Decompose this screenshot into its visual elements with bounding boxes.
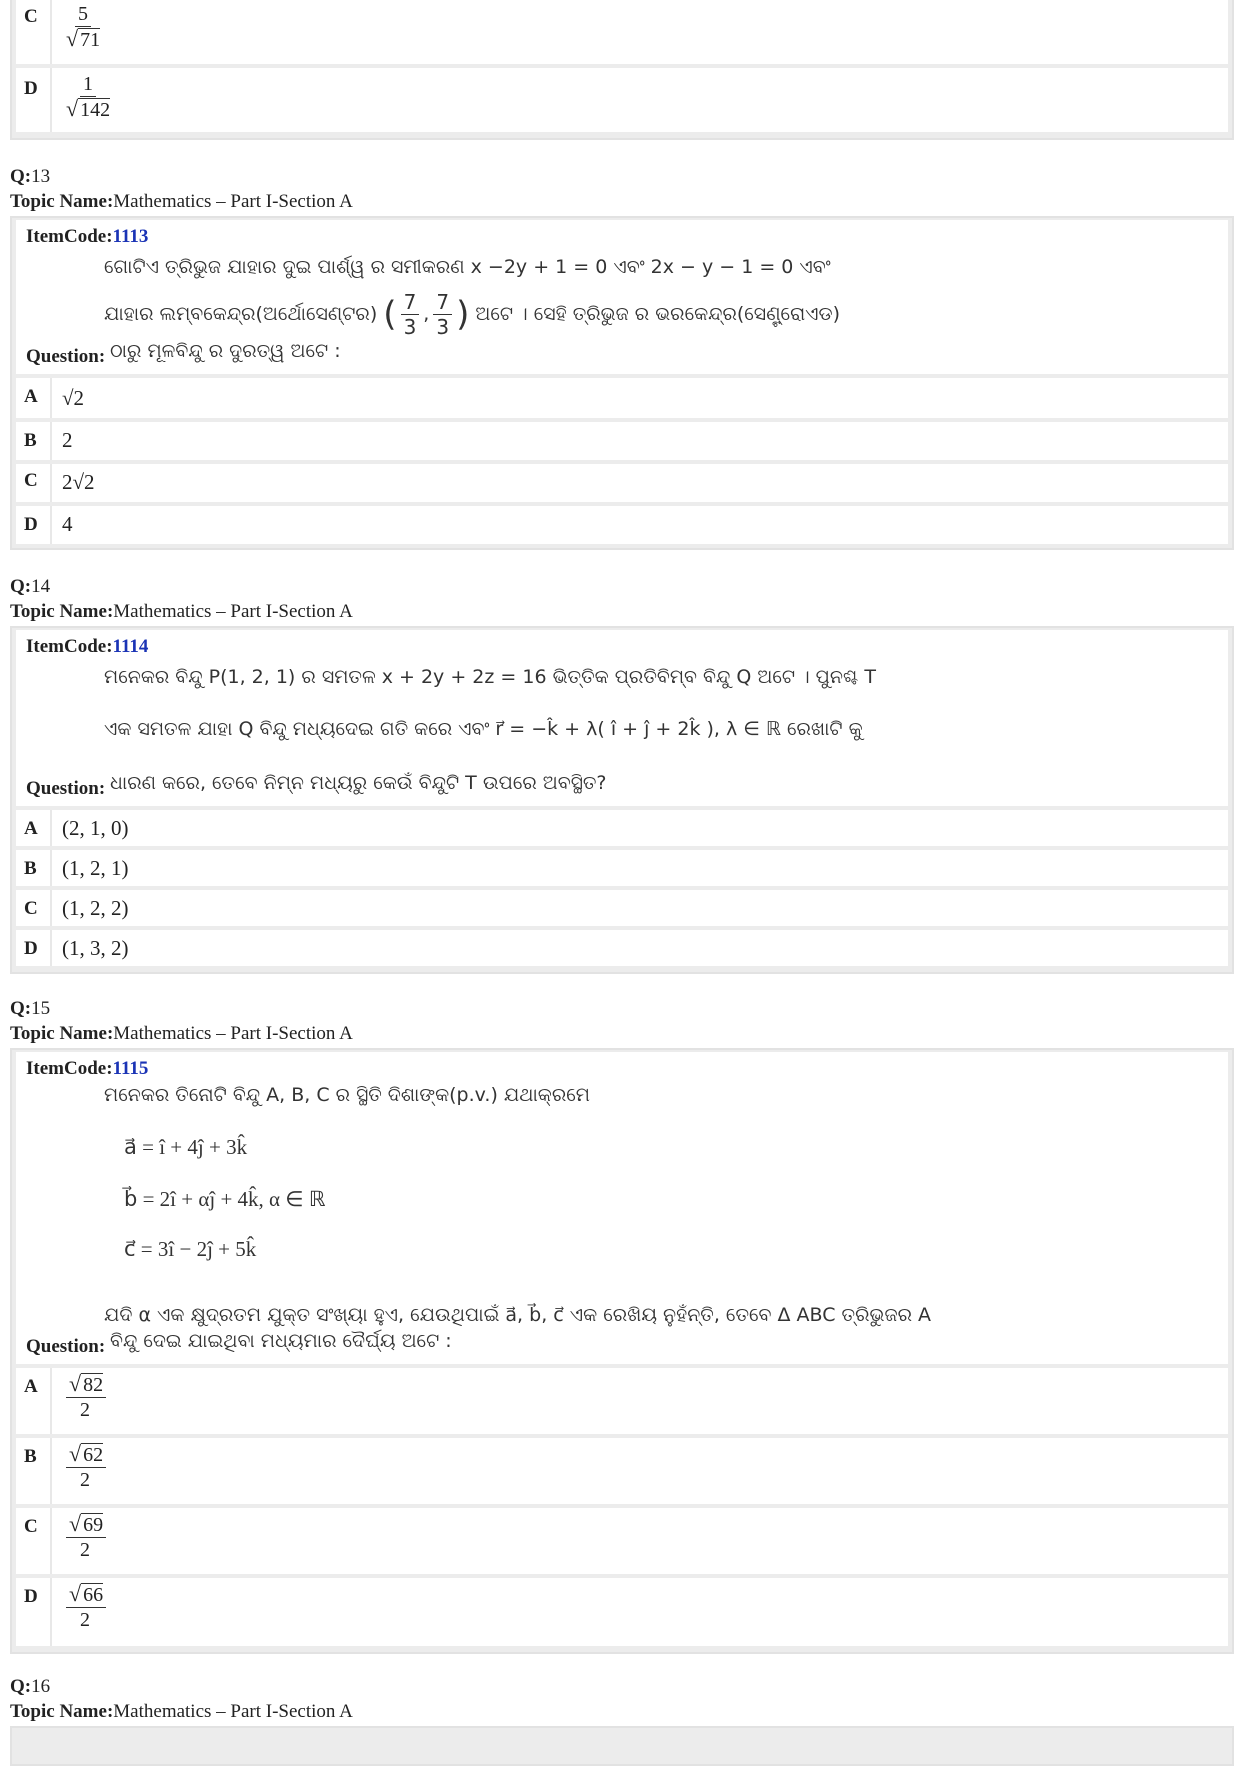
- question-number: Q:15: [10, 998, 51, 1019]
- question-box-15: [10, 1048, 1234, 1654]
- topic-name: Topic Name:Mathematics – Part I-Section A: [10, 601, 353, 622]
- question-stem: [16, 1052, 1228, 1364]
- topic-name: Topic Name:Mathematics – Part I-Section A: [10, 191, 353, 212]
- option-row-a[interactable]: A $\frac{√ 82}{2}$: [16, 1368, 1228, 1434]
- question-label: Question:: [26, 778, 106, 799]
- question-box-14: [10, 626, 1234, 974]
- vector-b-equation: b⃗ = 2î + αĵ + 4k̂, α ∈ ℝ: [124, 1187, 326, 1211]
- question-label: Question:: [26, 1336, 106, 1357]
- option-denominator-root: 71: [80, 29, 101, 51]
- option-value: 4: [50, 506, 73, 544]
- question-line: ଧାରଣ କରେ, ତେବେ ନିମ୍ନ ମଧ୍ୟରୁ କେଉଁ ବିନ୍ଦୁଟି T ଉପରେ ଅବସ୍ଥିତ?: [110, 772, 607, 794]
- question-stem: [16, 630, 1228, 806]
- question-number: Q:14: [10, 576, 51, 597]
- option-denominator: 2: [80, 1539, 90, 1561]
- option-value: 2: [50, 422, 73, 460]
- option-letter: C: [24, 6, 38, 27]
- option-value: 2√2: [50, 464, 95, 502]
- topic-name: Topic Name:Mathematics – Part I-Section A: [10, 1023, 353, 1044]
- option-value: (2, 1, 0): [50, 810, 129, 846]
- item-code: ItemCode:1113: [26, 226, 149, 247]
- question-box-13: [10, 216, 1234, 550]
- option-row-d[interactable]: D 4: [16, 506, 1228, 544]
- option-value: √2: [50, 378, 84, 418]
- option-value: (1, 2, 2): [50, 890, 129, 926]
- option-row-a[interactable]: A √2: [16, 378, 1228, 418]
- question-stem: [16, 220, 1228, 374]
- question-box-16: [10, 1726, 1234, 1766]
- option-row-c[interactable]: C 2√2: [16, 464, 1228, 502]
- option-row-d[interactable]: D $\frac{1}{√ 142}$: [16, 68, 1228, 132]
- question-line: ଯଦି α ଏକ କ୍ଷୁଦ୍ରତମ ଯୁକ୍ତ ସଂଖ୍ୟା ହୁଏ, ଯେଉଥିପାଇଁ a⃗, b⃗, c⃗ ଏକ ରେଖିୟ ନୁହଁନ୍ତି, ତେବେ Δ ABC ତ୍ରିଭୁଜର A: [104, 1304, 932, 1326]
- option-row-b[interactable]: B 2: [16, 422, 1228, 460]
- option-root: 62: [83, 1444, 104, 1466]
- prev-options-box: [10, 0, 1234, 140]
- option-value: (1, 3, 2): [50, 930, 129, 966]
- option-numerator: 5: [75, 2, 91, 27]
- question-label: Question:: [26, 346, 106, 367]
- item-code: ItemCode:1114: [26, 636, 149, 657]
- vector-a-equation: a⃗ = î + 4ĵ + 3k̂: [124, 1135, 248, 1159]
- vector-c-equation: c⃗ = 3î − 2ĵ + 5k̂: [124, 1237, 257, 1261]
- option-row-d[interactable]: D (1, 3, 2): [16, 930, 1228, 966]
- option-denominator: 2: [80, 1399, 90, 1421]
- question-line: ଏକ ସମତଳ ଯାହା Q ବିନ୍ଦୁ ମଧ୍ୟଦେଇ ଗତି କରେ ଏବଂ r⃗ = −k̂ + λ( î + ĵ + 2k̂ ), λ ∈ ℝ ରେଖାଟି କୁ: [104, 718, 863, 740]
- question-line: ଯାହାର ଲମ୍ବକେନ୍ଦ୍ର(ଅର୍ଥୋସେଣ୍ଟର) ( $\frac{7}{3}$ , $\frac{7}{3}$ ) ଅଟେ । ସେହି ତ୍ରିଭୁଜ ର ଭରକେନ୍ଦ୍ର(ସେଣ୍ଟ୍ରୋଏଡ): [104, 290, 841, 339]
- option-row-b[interactable]: B $\frac{√ 62}{2}$: [16, 1438, 1228, 1504]
- question-line: ଠାରୁ ମୂଳବିନ୍ଦୁ ର ଦୁରତ୍ୱ ଅଟେ :: [110, 340, 341, 362]
- topic-name: Topic Name:Mathematics – Part I-Section A: [10, 1701, 353, 1722]
- option-denominator: 2: [80, 1609, 90, 1631]
- option-row-b[interactable]: B (1, 2, 1): [16, 850, 1228, 886]
- option-root: 66: [83, 1584, 104, 1606]
- option-row-d[interactable]: D $\frac{√ 66}{2}$: [16, 1578, 1228, 1646]
- option-numerator: 1: [80, 72, 96, 97]
- question-line: ଗୋଟିଏ ତ୍ରିଭୁଜ ଯାହାର ଦୁଇ ପାର୍ଶ୍ୱ ର ସମୀକରଣ x −2y + 1 = 0 ଏବଂ 2x − y − 1 = 0 ଏବଂ: [104, 256, 831, 278]
- item-code: ItemCode:1115: [26, 1058, 149, 1079]
- option-row-c[interactable]: C (1, 2, 2): [16, 890, 1228, 926]
- question-line: ମନେକର ବିନ୍ଦୁ P(1, 2, 1) ର ସମତଳ x + 2y + 2z = 16 ଭିତ୍ତିକ ପ୍ରତିବିମ୍ବ ବିନ୍ଦୁ Q ଅଟେ । ପୁନଶ୍ଚ T: [104, 666, 876, 688]
- option-denominator-root: 142: [80, 99, 111, 121]
- option-value: (1, 2, 1): [50, 850, 129, 886]
- question-line: ବିନ୍ଦୁ ଦେଇ ଯାଇଥିବା ମଧ୍ୟମାର ଦୈର୍ଘ୍ୟ ଅଟେ :: [110, 1330, 452, 1352]
- option-root: 82: [83, 1374, 104, 1396]
- option-row-c[interactable]: C $\frac{5}{√ 71}$: [16, 0, 1228, 64]
- option-letter: D: [24, 78, 38, 99]
- question-line: ମନେକର ତିନୋଟି ବିନ୍ଦୁ A, B, C ର ସ୍ଥିତି ଦିଶାଙ୍କ(p.v.) ଯଥାକ୍ରମେ: [104, 1084, 590, 1106]
- option-row-c[interactable]: C $\frac{√ 69}{2}$: [16, 1508, 1228, 1574]
- option-root: 69: [83, 1514, 104, 1536]
- option-denominator: 2: [80, 1469, 90, 1491]
- option-row-a[interactable]: A (2, 1, 0): [16, 810, 1228, 846]
- question-number: Q:13: [10, 166, 51, 187]
- question-number: Q:16: [10, 1676, 51, 1697]
